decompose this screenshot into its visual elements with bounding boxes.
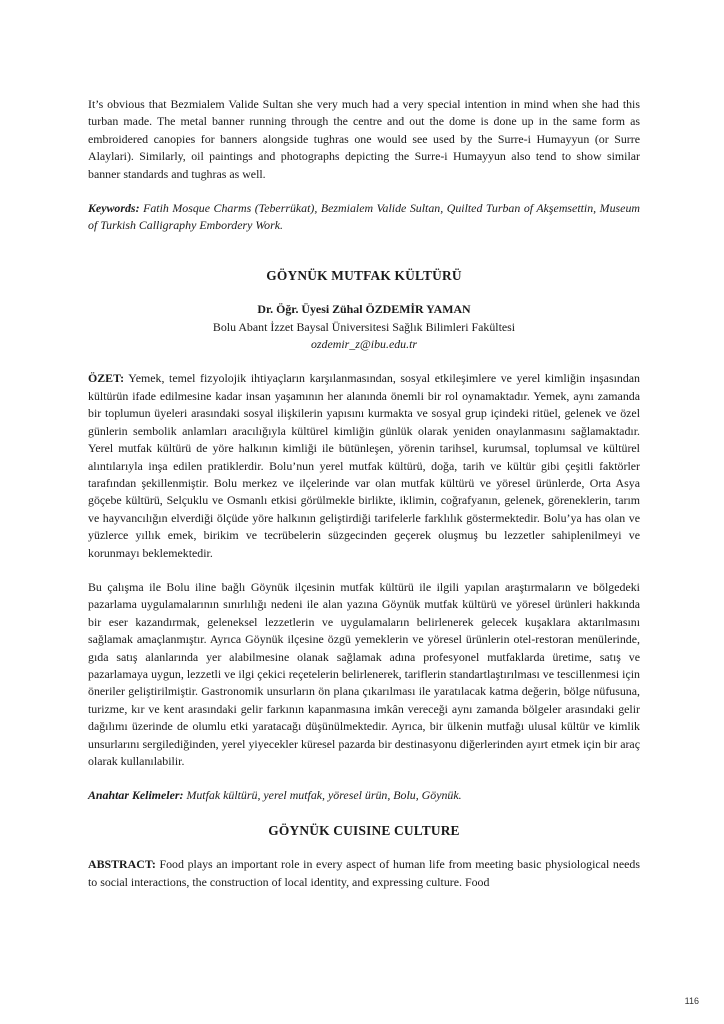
author-name: Dr. Öğr. Üyesi Zühal ÖZDEMİR YAMAN <box>257 302 471 317</box>
keywords-paragraph <box>88 200 640 235</box>
article-title: GÖYNÜK MUTFAK KÜLTÜRÜ <box>266 267 462 283</box>
abstract-text: Food plays an important role in every aspect of human life from meeting basic physiological needs to social interactions, the construction of local identity, and expressing culture. Food <box>88 857 640 889</box>
ozet-paragraph <box>88 370 640 561</box>
english-title: GÖYNÜK CUISINE CULTURE <box>268 822 460 838</box>
ozet-label: ÖZET: <box>88 371 125 386</box>
abstract-label: ABSTRACT: <box>88 857 156 872</box>
keywords-label: Keywords: <box>88 201 140 216</box>
abstract-paragraph <box>88 856 640 891</box>
keywords-text: Fatih Mosque Charms (Teberrükat), Bezmialem Valide Sultan, Quilted Turban of Akşemsettin, Museum of Turkish Calligraphy Embordery Work. <box>88 201 640 233</box>
anahtar-text: Mutfak kültürü, yerel mutfak, yöresel ürün, Bolu, Göynük. <box>186 788 462 803</box>
anahtar-label: Anahtar Kelimeler: <box>88 788 184 803</box>
page-number: 116 <box>684 996 699 1006</box>
ozet-paragraph-2: Bu çalışma ile Bolu iline bağlı Göynük ilçesinin mutfak kültürü ile ilgili yapılan araştırmaların ve bölgedeki pazarlama uygulamalarının sınırlılığı nedeni ile alan yazına Göynük mutfak kültürü ve yöresel ürünleri hakkında bir eser kazandırmak, geleneksel lezzetlerin ve uygulamaların belirlenerek gelecek kuşaklara aktarılmasını sağlamak amaçlanmıştır. Ayrıca Göynük ilçesine özgü yemeklerin ve yöresel ürünlerin otel-restoran menülerinde, gıda satış alanlarında yer alabilmesine olanak sağlamak adına profesyonel mutfaklarda üretime, satış ve pazarlamaya uygun, lezzetli ve ilgi çekici reçetelerin belirlenerek, tariflerin standartlaştırılması ve tescillenmesi için öneriler geliştirilmiştir. Gastronomik unsurların ön plana çıkarılması ile yaratılacak katma değerin, bölge nüfusuna, turizme, kır ve kent arasındaki gelir farkının kapanmasına imkân vereceği aynı zamanda bölgeler arasındaki gelir dağılımı üzerinde de olumlu etki yaratacağı düşünülmektedir. Ayrıca, bir ülkenin mutfağı ulusal kültür ve kimlik unsurlarını sergilediğinden, yerel yiyecekler küresel pazarda bir destinasyonu diğerlerinden ayırt etmek için bir araç olarak kullanılabilir. <box>88 579 640 768</box>
anahtar-paragraph <box>88 787 640 804</box>
author-email: ozdemir_z@ibu.edu.tr <box>310 337 418 352</box>
intro-paragraph: It’s obvious that Bezmialem Valide Sultan she very much had a very special intention in mind when she had this turban made. The metal banner running through the centre and out the dome is done up in the same form as embroidered canopies for banners alongside tughras one would see used by the Surre-i Humayyun (or Surre Alaylari). Similarly, oil paintings and photographs depicting the Surre-i Humayyun also tend to show similar banner standards and tughras as well. <box>88 97 640 181</box>
author-affiliation: Bolu Abant İzzet Baysal Üniversitesi Sağlık Bilimleri Fakültesi <box>212 319 516 334</box>
document-page <box>88 96 640 891</box>
ozet-text: Yemek, temel fizyolojik ihtiyaçların karşılanmasından, sosyal etkileşimlere ve yerel kimliğin inşasından kültürün ifade edilmesine kadar insan yaşamının her alanında önemli bir rol oynamaktadır. Yemek, aynı zamanda bir toplumun üyeleri arasındaki sosyal ilişkilerin yapısını kurmakta ve sosyal grup içindeki ritüel, gelenek ve özel günlerin sembolik anlamları aracılığıyla kültürel kimliğin günlük olarak yeniden onaylanmasını sağlamaktadır. Yerel mutfak kültürü de yöre halkının kimliği ile bütünleşen, yörenin tarihsel, kurumsal, toplumsal ve kültürel alıntılarıyla inşa edilen pratiklerdir. Bolu’nun yerel mutfak kültürü, doğa, tarih ve kültür gibi çeşitli faktörler tarafından şekillenmiştir. Bolu merkez ve ilçelerinde var olan mutfak kültürü ve yöresel ürünlerde, Orta Asya göçebe kültürü, Selçuklu ve Osmanlı etkisi görülmekle birlikte, iklimin, coğrafyanın, gelenek, göreneklerin, tarım ve hayvancılığın elverdiği ölçüde yöre halkının geliştirdiği tarifelerle farklılık göstermektedir. Bolu’ya has olan ve yüzlerce yıllık emek, birikim ve tecrübelerin süzgecinden geçerek oluşmuş bu lezzetler sahiplenilmeyi ve korunmayı beklemektedir. <box>88 371 641 560</box>
